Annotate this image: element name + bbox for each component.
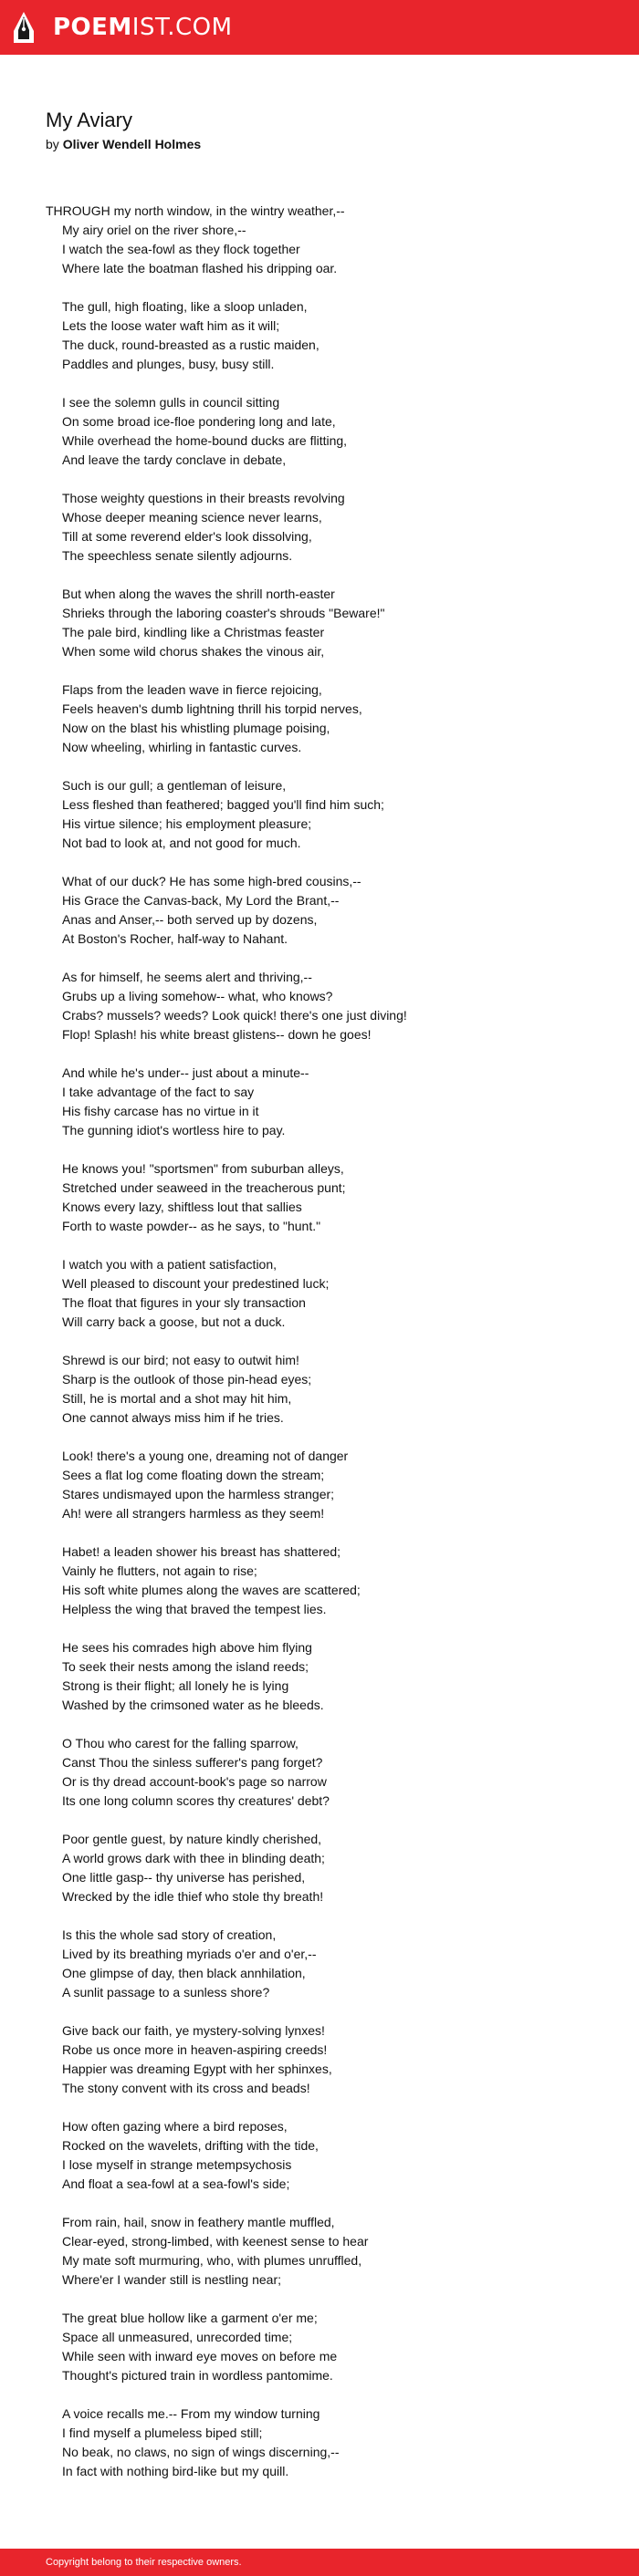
stanza — [46, 393, 612, 470]
stanza — [46, 2117, 612, 2194]
stanza — [46, 2405, 612, 2481]
poem-line: The pale bird, kindling like a Christmas feaster — [62, 625, 325, 639]
poem-line: Poor gentle guest, by nature kindly cherished, — [62, 1832, 322, 1846]
poem-line: Flop! Splash! his white breast glistens-- down he goes! — [62, 1027, 372, 1042]
poem-line: Where late the boatman flashed his dripping oar. — [62, 261, 338, 275]
poem-line: Its one long column scores thy creatures' debt? — [62, 1793, 330, 1808]
copyright-notice: Copyright belong to their respective owners. — [46, 2557, 242, 2568]
poem-line: His Grace the Canvas-back, My Lord the Brant,-- — [62, 893, 340, 908]
poem-line: Now wheeling, whirling in fantastic curves. — [62, 740, 302, 754]
poem-line: On some broad ice-floe pondering long and late, — [62, 414, 336, 429]
poem-line: When some wild chorus shakes the vinous air, — [62, 644, 325, 659]
site-footer — [0, 2549, 639, 2576]
poem-line: Give back our faith, ye mystery-solving lynxes! — [62, 2023, 325, 2038]
stanza — [46, 1255, 612, 1332]
poem-line: I see the solemn gulls in council sitting — [62, 395, 280, 410]
poem-line: His virtue silence; his employment pleasure; — [62, 816, 312, 831]
poem-line: Lets the loose water waft him as it will; — [62, 318, 280, 333]
poem-line: While overhead the home-bound ducks are flitting, — [62, 433, 348, 448]
poem-line: Thought's pictured train in wordless pantomime. — [62, 2368, 333, 2383]
poem-line: The float that figures in your sly transaction — [62, 1295, 306, 1310]
stanza — [46, 680, 612, 757]
poem-header — [46, 108, 593, 153]
poem-line: What of our duck? He has some high-bred cousins,-- — [62, 874, 361, 888]
poem-line: Till at some reverend elder's look dissolving, — [62, 529, 312, 544]
stanza — [46, 1064, 612, 1140]
stanza — [46, 489, 612, 566]
poem-line: Helpless the wing that braved the tempest lies. — [62, 1602, 327, 1616]
stanza — [46, 776, 612, 853]
stanza — [46, 202, 612, 278]
poem-line: Habet! a leaden shower his breast has shattered; — [62, 1544, 341, 1559]
stanza — [46, 297, 612, 374]
poem-line: He knows you! "sportsmen" from suburban alleys, — [62, 1161, 344, 1176]
poem-line: His fishy carcase has no virtue in it — [62, 1104, 259, 1118]
poem-line: A sunlit passage to a sunless shore? — [62, 1985, 270, 2000]
stanza — [46, 585, 612, 661]
poem-line: Whose deeper meaning science never learns, — [62, 510, 322, 525]
poem-line: Space all unmeasured, unrecorded time; — [62, 2330, 293, 2344]
poem-line: My airy oriel on the river shore,-- — [62, 223, 246, 237]
poem-line: Forth to waste powder-- as he says, to "hunt." — [62, 1219, 321, 1233]
poem-line: From rain, hail, snow in feathery mantle muffled, — [62, 2215, 335, 2229]
poem-line: The duck, round-breasted as a rustic maiden, — [62, 338, 320, 352]
poem-line: Still, he is mortal and a shot may hit him, — [62, 1391, 292, 1406]
poem-line: Flaps from the leaden wave in fierce rejoicing, — [62, 682, 322, 697]
poem-line: Those weighty questions in their breasts revolving — [62, 491, 345, 505]
pen-nib-icon[interactable] — [13, 11, 35, 44]
poem-line: Canst Thou the sinless sufferer's pang forget? — [62, 1755, 323, 1770]
stanza — [46, 1542, 612, 1619]
poem-line: The speechless senate silently adjourns. — [62, 548, 293, 563]
poem-line: Shrewd is our bird; not easy to outwit him! — [62, 1353, 299, 1367]
poem-body — [46, 202, 612, 2500]
poem-line: Happier was dreaming Egypt with her sphinxes, — [62, 2062, 332, 2076]
poem-line: I take advantage of the fact to say — [62, 1085, 255, 1099]
stanza — [46, 2021, 612, 2098]
poem-line: Such is our gull; a gentleman of leisure, — [62, 778, 287, 793]
poem-line: Vainly he flutters, not again to rise; — [62, 1563, 257, 1578]
stanza — [46, 1351, 612, 1428]
poem-line: A voice recalls me.-- From my window turning — [62, 2406, 320, 2421]
stanza — [46, 1447, 612, 1523]
poem-line: Feels heaven's dumb lightning thrill his torpid nerves, — [62, 701, 362, 716]
poem-line: Will carry back a goose, but not a duck. — [62, 1314, 286, 1329]
poem-line: Knows every lazy, shiftless lout that sallies — [62, 1200, 302, 1214]
site-logo[interactable] — [53, 14, 233, 41]
poem-line: And float a sea-fowl at a sea-fowl's side; — [62, 2176, 290, 2191]
poem-line: Stares undismayed upon the harmless stranger; — [62, 1487, 335, 1501]
poem-line: Well pleased to discount your predestined luck; — [62, 1276, 330, 1291]
poem-line: The stony convent with its cross and beads! — [62, 2081, 310, 2095]
poem-line: And while he's under-- just about a minute-- — [62, 1065, 309, 1080]
poem-line: The gunning idiot's wortless hire to pay. — [62, 1123, 286, 1137]
poem-line: Or is thy dread account-book's page so narrow — [62, 1774, 327, 1789]
poem-line: In fact with nothing bird-like but my quill. — [62, 2464, 289, 2478]
poem-line: While seen with inward eye moves on before me — [62, 2349, 338, 2363]
poem-line: I watch you with a patient satisfaction, — [62, 1257, 278, 1272]
poem-line: I lose myself in strange metempsychosis — [62, 2157, 292, 2172]
poem-line: He sees his comrades high above him flying — [62, 1640, 312, 1655]
poem-line: Not bad to look at, and not good for much. — [62, 836, 301, 850]
poem-line: My mate soft murmuring, who, with plumes unruffled, — [62, 2253, 362, 2268]
poem-line: O Thou who carest for the falling sparrow, — [62, 1736, 299, 1750]
poem-line: Grubs up a living somehow-- what, who knows? — [62, 989, 333, 1003]
poem-line: And leave the tardy conclave in debate, — [62, 452, 287, 467]
stanza — [46, 2309, 612, 2385]
poem-line: Sees a flat log come floating down the stream; — [62, 1468, 325, 1482]
poem-line: As for himself, he seems alert and thriving,-- — [62, 970, 312, 984]
author-name[interactable]: Oliver Wendell Holmes — [62, 137, 202, 151]
poem-line: The gull, high floating, like a sloop unladen, — [62, 299, 308, 314]
poem-line: To seek their nests among the island reeds; — [62, 1659, 309, 1674]
stanza — [46, 1830, 612, 1906]
poem-line: Shrieks through the laboring coaster's shrouds "Beware!" — [62, 606, 385, 620]
poem-line: One glimpse of day, then black annhilation, — [62, 1966, 306, 1980]
poem-line: A world grows dark with thee in blinding death; — [62, 1851, 325, 1865]
poem-line: His soft white plumes along the waves are scattered; — [62, 1583, 361, 1597]
poem-line: Ah! were all strangers harmless as they seem! — [62, 1506, 325, 1521]
poem-line: One little gasp-- thy universe has perished, — [62, 1870, 306, 1885]
poem-line: No beak, no claws, no sign of wings discerning,-- — [62, 2445, 340, 2459]
poem-line: Rocked on the wavelets, drifting with the tide, — [62, 2138, 319, 2153]
stanza — [46, 968, 612, 1044]
poem-line: Look! there's a young one, dreaming not of danger — [62, 1449, 349, 1463]
poem-line: Lived by its breathing myriads o'er and o'er,-- — [62, 1947, 317, 1961]
byline — [46, 135, 593, 153]
site-header-bar — [0, 0, 639, 55]
poem-line: Sharp is the outlook of those pin-head eyes; — [62, 1372, 312, 1387]
poem-line: Wrecked by the idle thief who stole thy breath! — [62, 1889, 324, 1904]
poem-line: Paddles and plunges, busy, busy still. — [62, 357, 275, 371]
poem-line: Anas and Anser,-- both served up by dozens, — [62, 912, 318, 927]
poem-line: Washed by the crimsoned water as he bleeds. — [62, 1698, 324, 1712]
poem-line: Now on the blast his whistling plumage poising, — [62, 721, 330, 735]
stanza — [46, 1638, 612, 1715]
stanza — [46, 1926, 612, 2002]
poem-line: Strong is their flight; all lonely he is lying — [62, 1678, 289, 1693]
poem-line: Crabs? mussels? weeds? Look quick! there's one just diving! — [62, 1008, 407, 1023]
stanza — [46, 1734, 612, 1811]
stanza — [46, 2213, 612, 2290]
logo-light-text: IST.COM — [131, 14, 233, 41]
poem-line: I watch the sea-fowl as they flock together — [62, 242, 300, 256]
poem-line: Is this the whole sad story of creation, — [62, 1927, 277, 1942]
stanza — [46, 1159, 612, 1236]
by-label: by — [46, 137, 59, 151]
poem-line: How often gazing where a bird reposes, — [62, 2119, 288, 2134]
stanza — [46, 872, 612, 949]
poem-line: Robe us once more in heaven-aspiring creeds! — [62, 2042, 328, 2057]
poem-line: Clear-eyed, strong-limbed, with keenest sense to hear — [62, 2234, 369, 2249]
poem-line: But when along the waves the shrill north-easter — [62, 587, 335, 601]
poem-line: Where'er I wander still is nestling near; — [62, 2272, 281, 2287]
poem-line: At Boston's Rocher, half-way to Nahant. — [62, 931, 288, 946]
logo-bold-text: POEM — [53, 14, 132, 41]
poem-line: The great blue hollow like a garment o'er me; — [62, 2311, 318, 2325]
poem-line: I find myself a plumeless biped still; — [62, 2425, 263, 2440]
poem-line: THROUGH my north window, in the wintry weather,-- — [46, 203, 345, 218]
poem-line: One cannot always miss him if he tries. — [62, 1410, 284, 1425]
poem-line: Stretched under seaweed in the treacherous punt; — [62, 1180, 346, 1195]
poem-line: Less fleshed than feathered; bagged you'll find him such; — [62, 797, 384, 812]
poem-title: My Aviary — [46, 109, 132, 131]
